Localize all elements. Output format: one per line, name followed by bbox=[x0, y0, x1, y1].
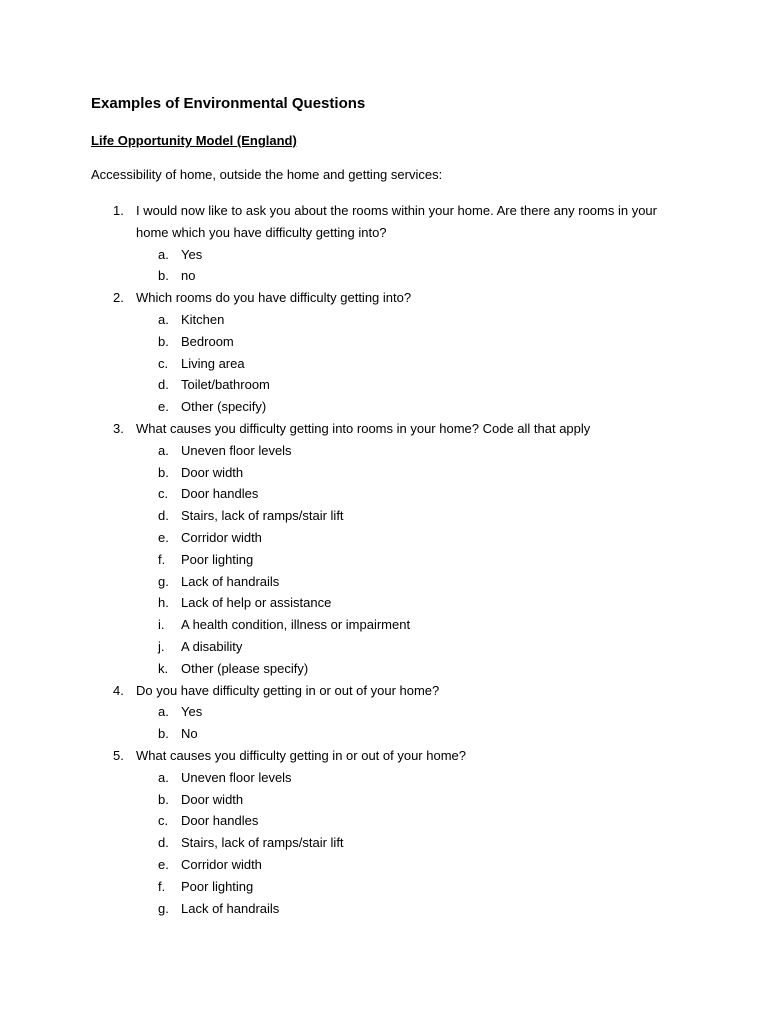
option-letter: g. bbox=[158, 900, 169, 916]
answer-options bbox=[0, 440, 768, 680]
question-number: 4. bbox=[113, 682, 124, 698]
option-text: Stairs, lack of ramps/stair lift bbox=[181, 508, 344, 524]
option-letter: c. bbox=[158, 813, 169, 829]
option-letter: g. bbox=[158, 573, 169, 589]
answer-option bbox=[0, 505, 768, 527]
answer-option bbox=[0, 701, 768, 723]
option-text: Lack of help or assistance bbox=[181, 595, 332, 611]
option-letter: k. bbox=[158, 660, 169, 676]
option-text: Corridor width bbox=[181, 856, 262, 872]
answer-option bbox=[0, 854, 768, 876]
answer-option bbox=[0, 353, 768, 375]
option-letter: b. bbox=[158, 464, 169, 480]
answer-option bbox=[0, 723, 768, 745]
answer-option bbox=[0, 571, 768, 593]
question-number: 2. bbox=[113, 290, 124, 306]
option-text: Door handles bbox=[181, 813, 259, 829]
option-text: Door handles bbox=[181, 486, 259, 502]
option-text: Toilet/bathroom bbox=[181, 377, 270, 393]
question-number: 5. bbox=[113, 747, 124, 763]
question-row bbox=[0, 287, 768, 309]
option-letter: f. bbox=[158, 878, 166, 894]
answer-option bbox=[0, 592, 768, 614]
option-letter: c. bbox=[158, 486, 169, 502]
option-text: A health condition, illness or impairment bbox=[181, 617, 411, 633]
answer-option bbox=[0, 527, 768, 549]
question-text: What causes you difficulty getting into rooms in your home? Code all that apply bbox=[136, 420, 591, 436]
question-number: 1. bbox=[113, 203, 124, 218]
question-item bbox=[0, 680, 768, 745]
option-letter: j. bbox=[158, 638, 165, 654]
answer-option bbox=[0, 440, 768, 462]
option-letter: a. bbox=[158, 442, 169, 458]
answer-option bbox=[0, 767, 768, 789]
option-text: Lack of handrails bbox=[181, 900, 280, 916]
option-text: no bbox=[181, 268, 196, 284]
option-letter: a. bbox=[158, 246, 169, 262]
answer-option bbox=[0, 614, 768, 636]
answer-option bbox=[0, 636, 768, 658]
option-letter: c. bbox=[158, 355, 169, 371]
answer-option bbox=[0, 810, 768, 832]
question-text: I would now like to ask you about the rooms within your home. Are there any rooms in your home which you have difficulty getting into? bbox=[136, 203, 657, 240]
option-text: Stairs, lack of ramps/stair lift bbox=[181, 835, 344, 851]
question-text: Do you have difficulty getting in or out of your home? bbox=[136, 682, 440, 698]
answer-option bbox=[0, 898, 768, 920]
option-text: Uneven floor levels bbox=[181, 769, 292, 785]
option-letter: d. bbox=[158, 377, 169, 393]
answer-options bbox=[0, 767, 768, 920]
question-text: Which rooms do you have difficulty getting into? bbox=[136, 290, 412, 306]
option-letter: h. bbox=[158, 595, 169, 611]
option-text: Uneven floor levels bbox=[181, 442, 292, 458]
option-letter: a. bbox=[158, 704, 169, 720]
option-text: Bedroom bbox=[181, 333, 234, 349]
answer-option bbox=[0, 244, 768, 266]
option-text: Corridor width bbox=[181, 529, 262, 545]
answer-option bbox=[0, 483, 768, 505]
option-text: Poor lighting bbox=[181, 551, 254, 567]
question-item bbox=[0, 745, 768, 919]
answer-options bbox=[0, 701, 768, 745]
option-letter: e. bbox=[158, 399, 169, 415]
option-text: Other (please specify) bbox=[181, 660, 309, 676]
intro-text: Accessibility of home, outside the home and getting services: bbox=[91, 167, 443, 182]
option-text: No bbox=[181, 726, 198, 742]
question-item bbox=[0, 287, 768, 418]
option-text: Door width bbox=[181, 464, 244, 480]
answer-option bbox=[0, 374, 768, 396]
option-letter: d. bbox=[158, 835, 169, 851]
question-text: What causes you difficulty getting in or out of your home? bbox=[136, 747, 466, 763]
document-title: Examples of Environmental Questions bbox=[91, 95, 366, 112]
option-letter: b. bbox=[158, 333, 169, 349]
section-heading: Life Opportunity Model (England) bbox=[91, 133, 297, 148]
option-letter: i. bbox=[158, 617, 165, 633]
option-text: Living area bbox=[181, 355, 245, 371]
answer-option bbox=[0, 331, 768, 353]
option-letter: e. bbox=[158, 856, 169, 872]
question-number: 3. bbox=[113, 420, 124, 436]
option-text: Door width bbox=[181, 791, 244, 807]
option-letter: e. bbox=[158, 529, 169, 545]
option-text: Other (specify) bbox=[181, 399, 267, 415]
answer-option bbox=[0, 309, 768, 331]
option-text: Kitchen bbox=[181, 311, 225, 327]
answer-option bbox=[0, 658, 768, 680]
option-letter: b. bbox=[158, 791, 169, 807]
question-list bbox=[0, 200, 768, 919]
answer-option bbox=[0, 396, 768, 418]
answer-options bbox=[0, 309, 768, 418]
answer-option bbox=[0, 832, 768, 854]
answer-option bbox=[0, 462, 768, 484]
option-letter: a. bbox=[158, 311, 169, 327]
question-row bbox=[0, 680, 768, 702]
option-text: Poor lighting bbox=[181, 878, 254, 894]
option-letter: b. bbox=[158, 268, 169, 284]
answer-option bbox=[0, 876, 768, 898]
answer-option bbox=[0, 265, 768, 287]
option-letter: a. bbox=[158, 769, 169, 785]
answer-option bbox=[0, 549, 768, 571]
option-text: A disability bbox=[181, 638, 243, 654]
option-letter: d. bbox=[158, 508, 169, 524]
question-row bbox=[0, 200, 768, 244]
option-letter: b. bbox=[158, 726, 169, 742]
question-row bbox=[0, 745, 768, 767]
answer-options bbox=[0, 244, 768, 288]
answer-option bbox=[0, 789, 768, 811]
question-item bbox=[0, 418, 768, 680]
option-text: Yes bbox=[181, 704, 203, 720]
option-text: Yes bbox=[181, 246, 203, 262]
question-item bbox=[0, 200, 768, 287]
option-letter: f. bbox=[158, 551, 166, 567]
option-text: Lack of handrails bbox=[181, 573, 280, 589]
question-row bbox=[0, 418, 768, 440]
